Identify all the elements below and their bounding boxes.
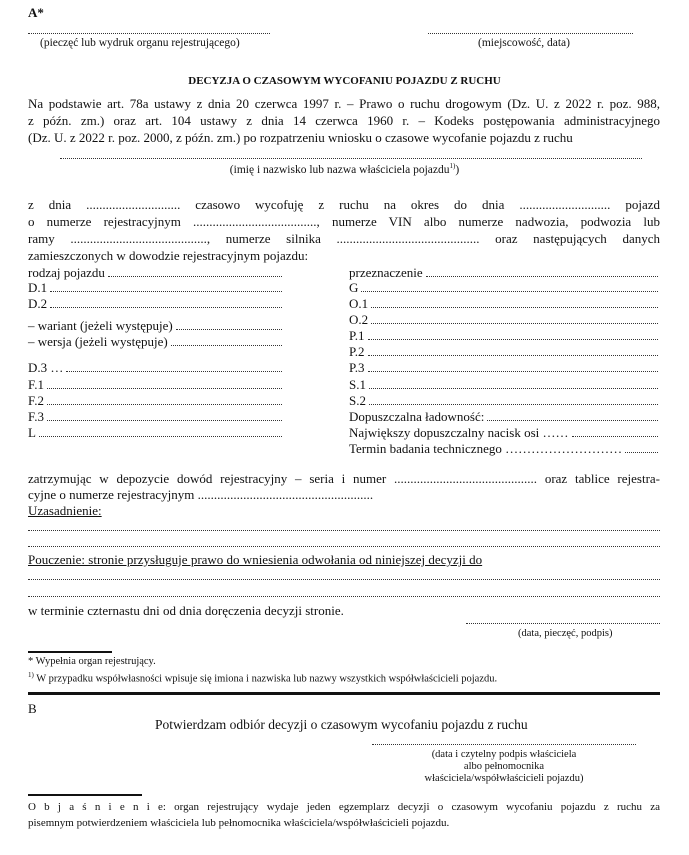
field-label: rodzaj pojazdu xyxy=(28,265,105,280)
deposit-line: cyjne o numerze rejestracyjnym ...................................................... xyxy=(28,487,374,502)
field-label: Termin badania technicznego ……………………… xyxy=(349,441,623,456)
field-input[interactable] xyxy=(368,355,658,356)
intro-line: Na podstawie art. 78a ustawy z dnia 20 czerwca 1997 r. – Prawo o ruchu drogowym (Dz. U. z 2022 r. poz. 988, xyxy=(28,96,660,111)
field-input[interactable] xyxy=(47,404,282,405)
vehicle-field[interactable] xyxy=(28,360,282,376)
vehicle-field[interactable] xyxy=(349,344,658,360)
field-input[interactable] xyxy=(371,323,658,324)
vehicle-field[interactable] xyxy=(28,318,282,334)
receipt-caption: (data i czytelny podpis właściciela albo pełnomocnika właściciela/współwłaścicieli pojazdu) xyxy=(424,749,584,784)
field-input[interactable] xyxy=(39,436,282,437)
signature-field[interactable] xyxy=(466,623,660,624)
vehicle-field[interactable] xyxy=(28,265,282,281)
vehicle-field[interactable] xyxy=(28,425,282,441)
field-label: – wersja (jeżeli występuje) xyxy=(28,334,168,349)
field-input[interactable] xyxy=(369,388,658,389)
field-label: D.3 … xyxy=(28,360,64,375)
vehicle-field[interactable] xyxy=(28,393,282,409)
decision-line: zamieszczonych w dowodzie rejestracyjnym pojazdu: xyxy=(28,248,309,263)
field-label: P.3 xyxy=(349,360,365,375)
explanation-divider xyxy=(28,794,142,796)
field-label: P.1 xyxy=(349,328,365,343)
appeal-authority-field[interactable] xyxy=(28,579,660,580)
field-label: S.2 xyxy=(349,393,366,408)
vehicle-field[interactable] xyxy=(28,334,282,350)
vehicle-field[interactable] xyxy=(349,393,658,409)
footnote-star: * Wypełnia organ rejestrujący. xyxy=(28,656,156,667)
field-input[interactable] xyxy=(66,371,282,372)
stamp-field[interactable] xyxy=(28,33,270,34)
intro-line: (Dz. U. z 2022 r. poz. 2000, z późn. zm.) po rozpatrzeniu wniosku o czasowe wycofanie pojazdu z ruchu xyxy=(28,130,573,145)
field-label: O.2 xyxy=(349,312,369,327)
field-label: Największy dopuszczalny nacisk osi …… xyxy=(349,425,569,440)
field-label: L xyxy=(28,425,36,440)
field-input[interactable] xyxy=(371,307,658,308)
field-input[interactable] xyxy=(487,420,658,421)
signature-caption: (data, pieczęć, podpis) xyxy=(518,628,613,639)
section-b-label: B xyxy=(28,701,37,716)
field-input[interactable] xyxy=(572,436,658,437)
vehicle-field[interactable] xyxy=(349,409,658,425)
section-divider xyxy=(28,692,660,695)
deadline-text: w terminie czternastu dni od dnia doręczenia decyzji stronie. xyxy=(28,603,344,618)
document-title: DECYZJA O CZASOWYM WYCOFANIU POJAZDU Z RUCHU xyxy=(188,75,501,87)
field-input[interactable] xyxy=(368,371,658,372)
vehicle-field[interactable] xyxy=(349,280,658,296)
field-label: G xyxy=(349,280,359,295)
field-label: Dopuszczalna ładowność: xyxy=(349,409,485,424)
field-label: F.1 xyxy=(28,377,44,392)
justification-field[interactable] xyxy=(28,530,660,531)
field-label: P.2 xyxy=(349,344,365,359)
field-input[interactable] xyxy=(50,307,282,308)
field-label: – wariant (jeżeli występuje) xyxy=(28,318,173,333)
instruction-label: Pouczenie: stronie przysługuje prawo do wniesienia odwołania od niniejszej decyzji do xyxy=(28,552,483,567)
vehicle-field[interactable] xyxy=(349,265,658,281)
vehicle-field[interactable] xyxy=(349,312,658,328)
field-input[interactable] xyxy=(369,404,658,405)
explanation-line: pisemnym potwierdzeniem właściciela lub pełnomocnika właściciela/współwłaścicieli pojazdu. xyxy=(28,817,450,829)
field-input[interactable] xyxy=(47,420,282,421)
vehicle-field[interactable] xyxy=(28,296,282,312)
receipt-signature-field[interactable] xyxy=(372,744,636,745)
decision-line: ramy .........................................., numerze silnika ............................................ oraz następujących danych xyxy=(28,231,660,246)
field-label: przeznaczenie xyxy=(349,265,423,280)
field-label: D.1 xyxy=(28,280,48,295)
decision-line: z dnia ............................. czasowo wycofuję z ruchu na okres do dnia ............................ pojazd xyxy=(28,197,660,212)
field-input[interactable] xyxy=(108,276,282,277)
vehicle-field[interactable] xyxy=(349,425,658,441)
field-input[interactable] xyxy=(47,388,282,389)
field-input[interactable] xyxy=(368,339,658,340)
vehicle-field[interactable] xyxy=(349,296,658,312)
deposit-line: zatrzymując w depozycie dowód rejestracyjny – seria i numer ............................................ oraz tablice rejestra- xyxy=(28,471,660,486)
justification-label: Uzasadnienie: xyxy=(28,503,102,518)
explanation-line: O b j a ś n i e n i e: organ rejestrujący wydaje jeden egzemplarz decyzji o czasowym wycofaniu pojazdu z ruchu za xyxy=(28,801,660,813)
vehicle-field[interactable] xyxy=(349,328,658,344)
vehicle-field[interactable] xyxy=(349,441,658,457)
field-input[interactable] xyxy=(426,276,658,277)
confirmation-text: Potwierdzam odbiór decyzji o czasowym wycofaniu pojazdu z ruchu xyxy=(155,717,528,732)
footnote-divider xyxy=(28,651,112,653)
field-label: D.2 xyxy=(28,296,48,311)
field-input[interactable] xyxy=(50,291,282,292)
field-input[interactable] xyxy=(176,329,282,330)
field-label: O.1 xyxy=(349,296,369,311)
field-label: F.3 xyxy=(28,409,44,424)
place-date-caption: (miejscowość, data) xyxy=(478,37,570,49)
owner-name-field[interactable] xyxy=(60,158,642,159)
section-a-label: A* xyxy=(28,5,44,20)
field-input[interactable] xyxy=(171,345,282,346)
vehicle-field[interactable] xyxy=(28,280,282,296)
owner-caption: (imię i nazwisko lub nazwa właściciela pojazdu$^{1)}$) xyxy=(229,162,460,176)
vehicle-field[interactable] xyxy=(28,409,282,425)
stamp-caption: (pieczęć lub wydruk organu rejestrującego) xyxy=(40,37,240,49)
field-input[interactable] xyxy=(361,291,658,292)
footnote-one: $^{1)}$ W przypadku współwłasności wpisuje się imiona i nazwiska lub nazwy wszystkich współwłaścicieli pojazdu. xyxy=(28,671,498,685)
place-date-field[interactable] xyxy=(428,33,633,34)
vehicle-field[interactable] xyxy=(28,377,282,393)
appeal-authority-field[interactable] xyxy=(28,596,660,597)
field-input[interactable] xyxy=(625,452,658,453)
justification-field[interactable] xyxy=(28,546,660,547)
field-label: F.2 xyxy=(28,393,44,408)
decision-line: o numerze rejestracyjnym ......................................, numerze VIN albo numerze nadwozia, podwozia lub xyxy=(28,214,660,229)
vehicle-field[interactable] xyxy=(349,360,658,376)
field-label: S.1 xyxy=(349,377,366,392)
intro-line: z późn. zm.) oraz art. 104 ustawy z dnia 14 czerwca 1960 r. – Kodeks postępowania administracyjnego xyxy=(28,113,660,128)
vehicle-field[interactable] xyxy=(349,377,658,393)
